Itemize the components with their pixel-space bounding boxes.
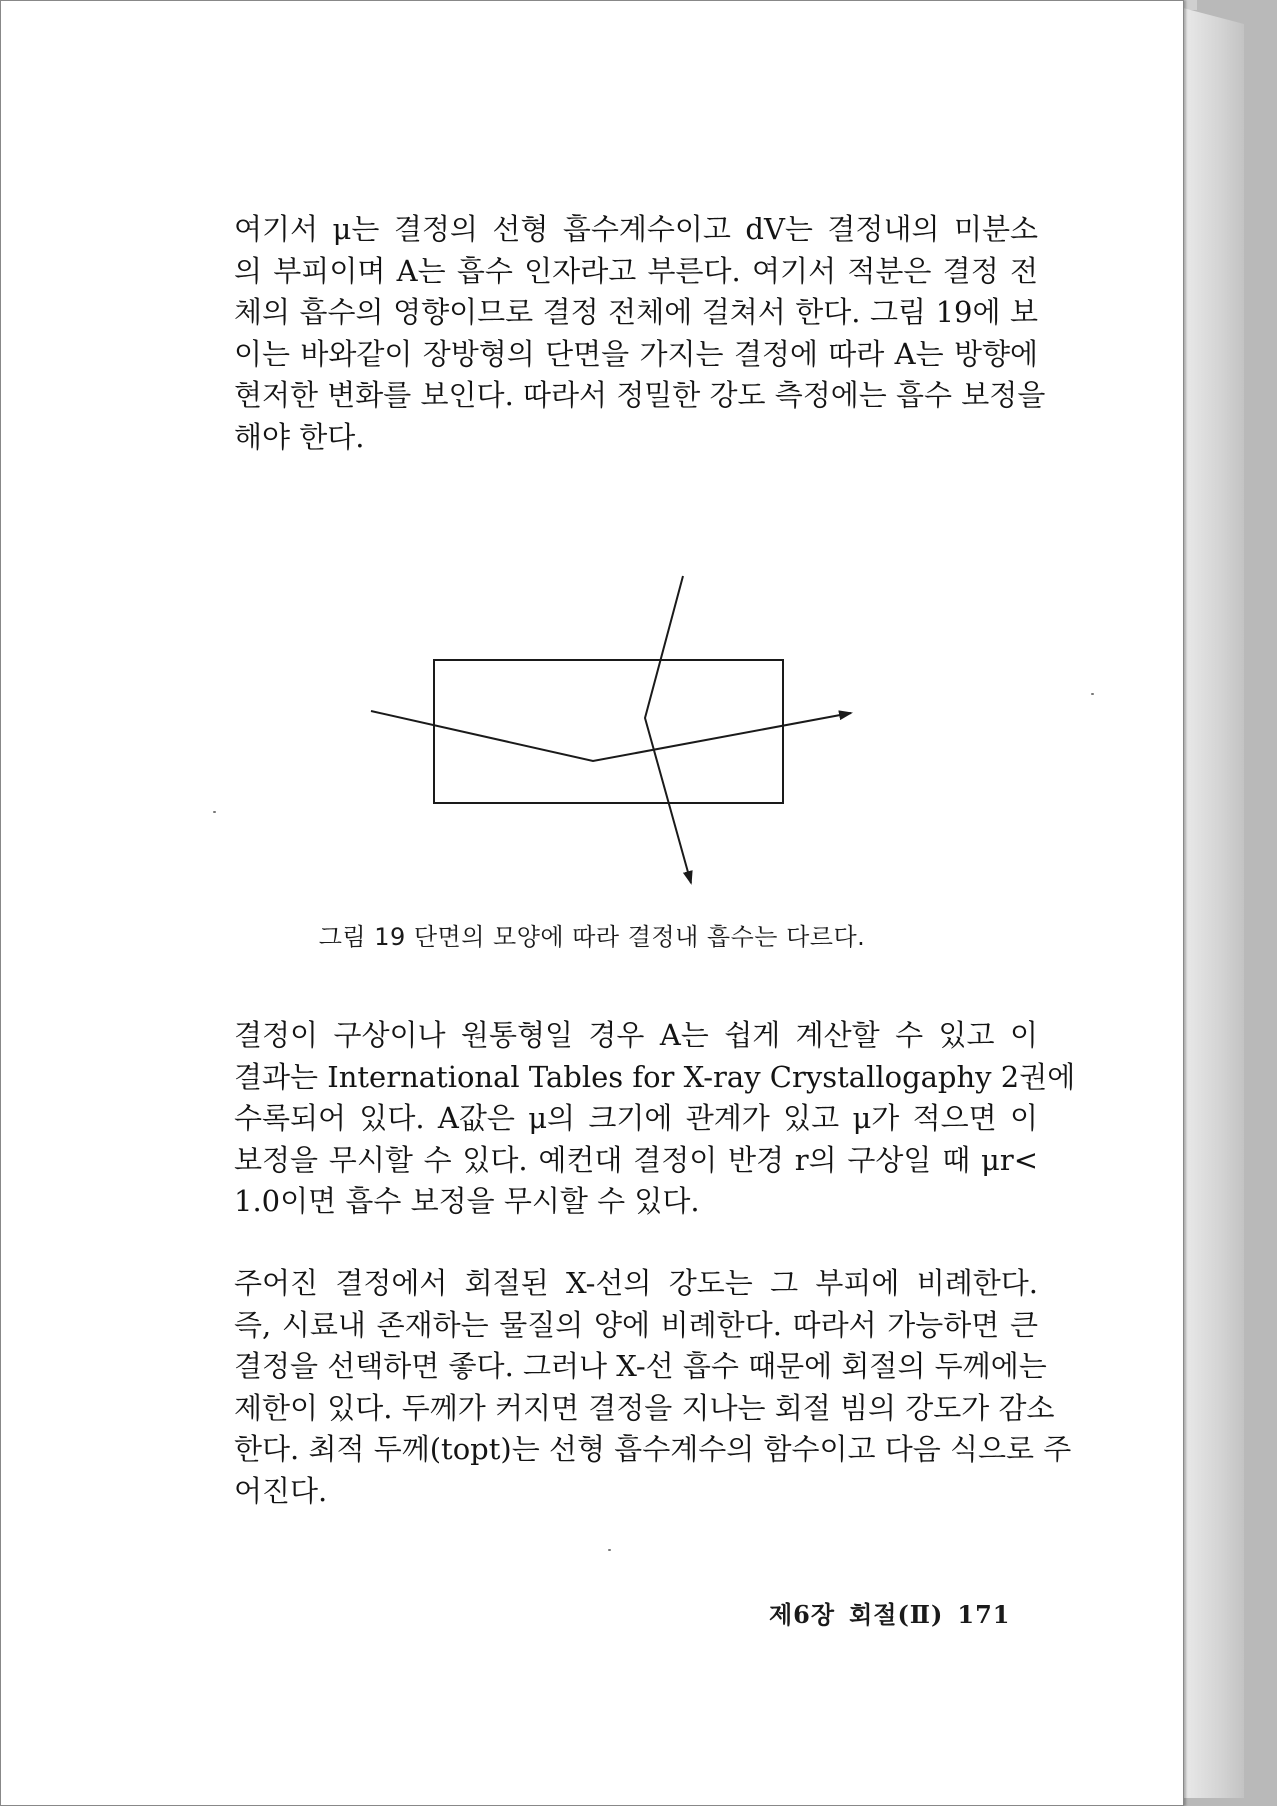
scan-speck bbox=[213, 811, 216, 813]
figure-19-crystal-absorption-diagram bbox=[361, 571, 861, 891]
scan-speck bbox=[1091, 693, 1094, 695]
horizontal-beam-path bbox=[371, 711, 851, 761]
text-line: 한다. 최적 두께(topt)는 선형 흡수계수의 함수이고 다음 식으로 주 bbox=[234, 1432, 1072, 1467]
page-number: 171 bbox=[957, 1600, 1011, 1629]
text-line: 이는 바와같이 장방형의 단면을 가지는 결정에 따라 A는 방향에 bbox=[234, 336, 1038, 371]
book-edge-top bbox=[1183, 0, 1197, 10]
paragraph-absorption-factor bbox=[198, 209, 1046, 459]
text-line: 의 부피이며 A는 흡수 인자라고 부른다. 여기서 적분은 결정 전 bbox=[234, 253, 1038, 288]
text-line: 1.0이면 흡수 보정을 무시할 수 있다. bbox=[234, 1184, 700, 1219]
text-line: 제한이 있다. 두께가 커지면 결정을 지나는 회절 빔의 강도가 감소 bbox=[234, 1390, 1055, 1425]
text-line: 결정이 구상이나 원통형일 경우 A는 쉽게 계산할 수 있고 이 bbox=[234, 1018, 1038, 1052]
paragraph-spherical-crystals bbox=[198, 1015, 1076, 1223]
book-page-edges bbox=[1183, 8, 1244, 1798]
text-line: 즉, 시료내 존재하는 물질의 양에 비례한다. 따라서 가능하면 큰 bbox=[234, 1307, 1038, 1342]
text-line: 결정을 선택하면 좋다. 그러나 X-선 흡수 때문에 회절의 두께에는 bbox=[234, 1349, 1047, 1384]
scan-speck bbox=[608, 1549, 611, 1551]
figure-caption: 그림 19 단면의 모양에 따라 결정내 흡수는 다르다. bbox=[318, 923, 866, 951]
text-line: 수록되어 있다. A값은 μ의 크기에 관계가 있고 μ가 적으면 이 bbox=[234, 1101, 1038, 1136]
crystal-rectangle bbox=[434, 660, 783, 803]
text-line: 주어진 결정에서 회절된 X-선의 강도는 그 부피에 비례한다. bbox=[234, 1266, 1038, 1300]
page-footer bbox=[769, 1595, 1025, 1630]
text-line: 현저한 변화를 보인다. 따라서 정밀한 강도 측정에는 흡수 보정을 bbox=[234, 378, 1046, 413]
text-line: 여기서 μ는 결정의 선형 흡수계수이고 dV는 결정내의 미분소 bbox=[234, 212, 1038, 246]
vertical-beam-path bbox=[645, 576, 691, 883]
text-line: 해야 한다. bbox=[234, 419, 365, 454]
text-line: 결과는 International Tables for X-ray Crystallogaphy 2권에 bbox=[234, 1059, 1076, 1094]
chapter-label: 제6장 bbox=[769, 1600, 836, 1629]
chapter-title: 회절(Ⅱ) bbox=[849, 1600, 944, 1629]
text-line: 체의 흡수의 영향이므로 결정 전체에 걸쳐서 한다. 그림 19에 보 bbox=[234, 295, 1038, 330]
text-line: 어진다. bbox=[234, 1473, 328, 1508]
paragraph-crystal-thickness bbox=[198, 1263, 1072, 1513]
text-line: 보정을 무시할 수 있다. 예컨대 결정이 반경 r의 구상일 때 μr< bbox=[234, 1142, 1038, 1177]
